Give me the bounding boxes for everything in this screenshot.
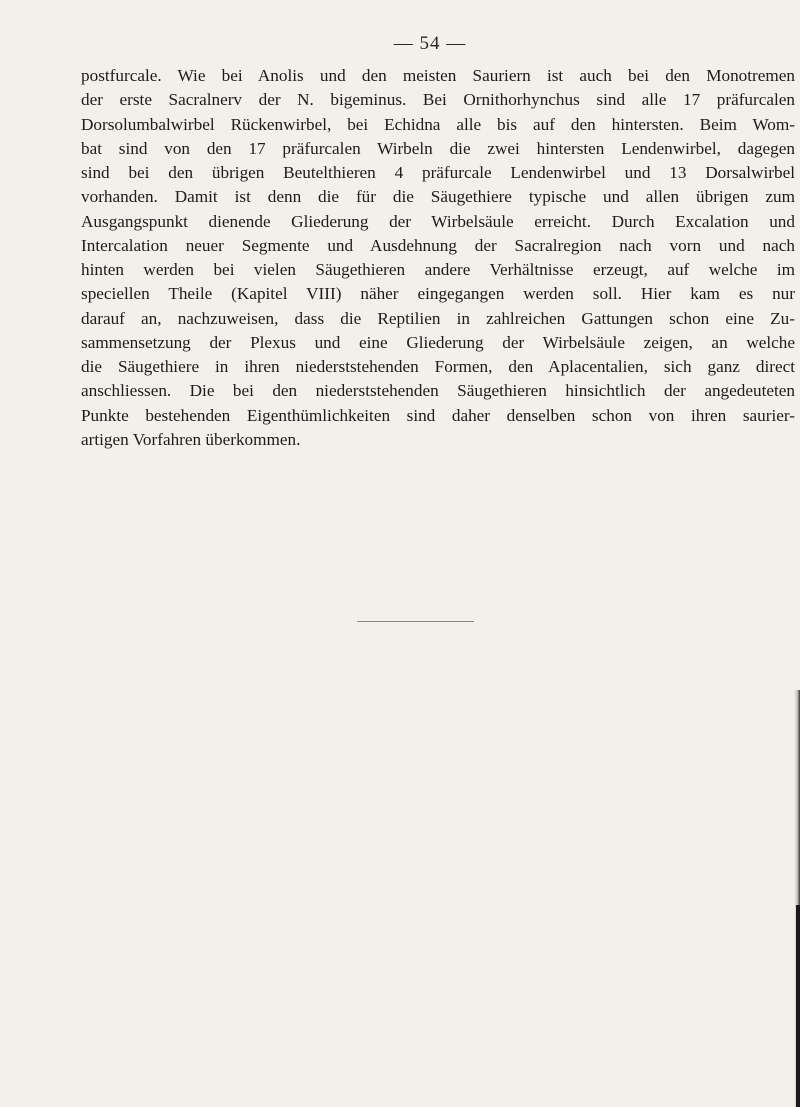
text-line: hinten werden bei vielen Säugethieren andere Verhältnisse erzeugt, auf welche im [81,260,795,279]
text-line: Dorsolumbalwirbel Rückenwirbel, bei Echidna alle bis auf den hintersten. Beim Wom- [81,114,795,134]
text-line: Ausgangspunkt dienende Gliederung der Wirbelsäule erreicht. Durch Excalation und [81,211,795,231]
text-line: vorhanden. Damit ist denn die für die Säugethiere typische und allen übrigen zum [81,187,795,207]
text-line: speciellen Theile (Kapitel VIII) näher eingegangen werden soll. Hier kam es nur [81,284,795,304]
text-line: sind bei den übrigen Beutelthieren 4 präfurcale Lendenwirbel und 13 Dorsalwirbel [81,163,795,182]
text-line: bat sind von den 17 präfurcalen Wirbeln die zwei hintersten Lendenwirbel, dagegen [81,138,795,158]
body-paragraph [81,64,795,452]
text-line: postfurcale. Wie bei Anolis und den meisten Sauriern ist auch bei den Monotremen [81,66,795,85]
text-line: die Säugethiere in ihren niederststehenden Formen, den Aplacentalien, sich ganz direct [81,357,795,376]
text-line: sammensetzung der Plexus und eine Gliederung der Wirbelsäule zeigen, an welche [81,332,795,352]
section-divider [357,621,474,622]
text-line: Punkte bestehenden Eigenthümlichkeiten sind daher denselben schon von ihren saurier- [81,405,795,425]
text-line: anschliessen. Die bei den niederststehenden Säugethieren hinsichtlich der angedeuteten [81,381,795,401]
text-line: der erste Sacralnerv der N. bigeminus. Bei Ornithorhynchus sind alle 17 präfurcalen [81,90,795,110]
text-line: Intercalation neuer Segmente und Ausdehnung der Sacralregion nach vorn und nach [81,235,795,255]
text-line: darauf an, nachzuweisen, dass die Reptilien in zahlreichen Gattungen schon eine Zu- [81,308,795,328]
page-edge-dark [796,905,800,1107]
text-line-last: artigen Vorfahren überkommen. [81,429,301,449]
page-number: — 54 — [393,33,467,54]
